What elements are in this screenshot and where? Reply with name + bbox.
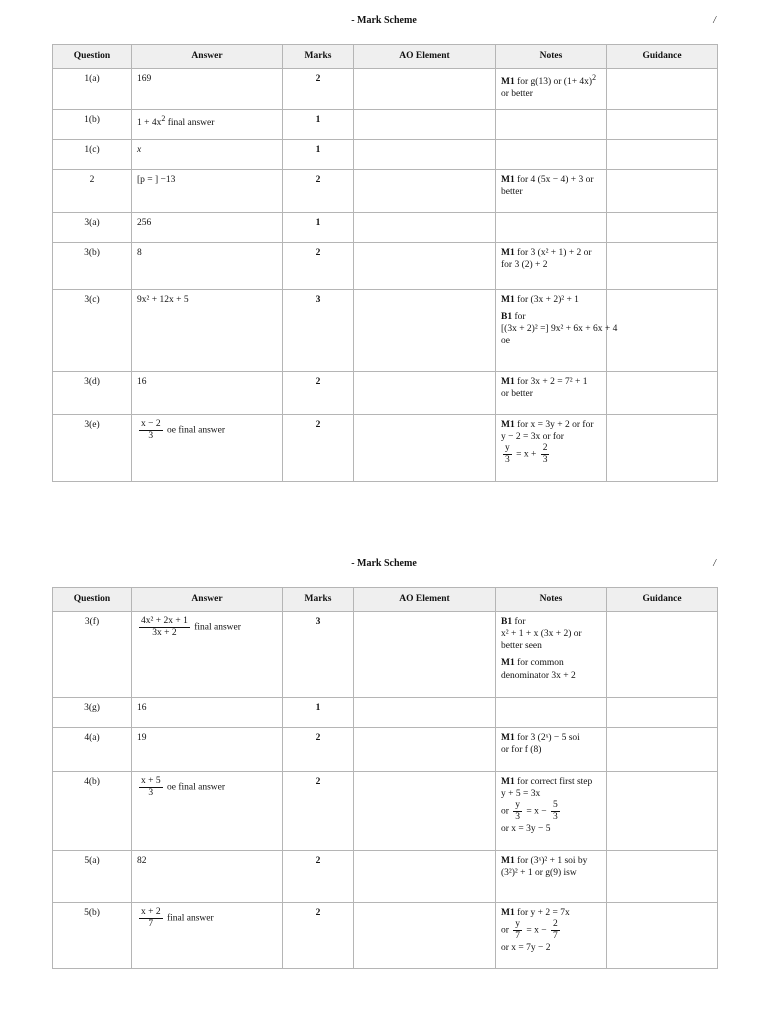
marks-cell: 2 bbox=[283, 372, 354, 415]
col-header-notes: Notes bbox=[496, 45, 607, 69]
question-cell: 5(a) bbox=[53, 851, 132, 903]
ao-cell bbox=[354, 903, 496, 969]
marks-cell: 2 bbox=[283, 415, 354, 482]
notes-cell bbox=[496, 213, 607, 243]
answer-fraction: $\frac{x + 2}{7}$ bbox=[141, 907, 161, 929]
page-header-1 bbox=[52, 15, 716, 29]
ao-cell bbox=[354, 290, 496, 372]
notes-cell: M1 for 3 (2ˣ) − 5 soi or for f (8) bbox=[496, 728, 607, 772]
answer-cell: [p = ] −13 bbox=[132, 170, 283, 213]
col-header-marks: Marks bbox=[283, 45, 354, 69]
answer-cell: 19 bbox=[132, 728, 283, 772]
notes-cell: M1 for 4 (5x − 4) + 3 or better bbox=[496, 170, 607, 213]
table-row bbox=[53, 213, 718, 243]
ao-cell bbox=[354, 110, 496, 140]
marks-cell: 3 bbox=[283, 290, 354, 372]
table-row bbox=[53, 728, 718, 772]
guidance-cell bbox=[607, 170, 718, 213]
notes-cell: M1 for (3ˣ)² + 1 soi by (3²)² + 1 or g(9) isw bbox=[496, 851, 607, 903]
notes-cell: M1 for g(13) or $(1+ 4x)^2$ or better bbox=[496, 69, 607, 110]
question-cell: 4(a) bbox=[53, 728, 132, 772]
guidance-cell bbox=[607, 290, 718, 372]
marks-cell: 2 bbox=[283, 851, 354, 903]
col-header-answer: Answer bbox=[132, 588, 283, 612]
question-cell: 3(e) bbox=[53, 415, 132, 482]
col-header-question: Question bbox=[53, 588, 132, 612]
question-cell: 5(b) bbox=[53, 903, 132, 969]
marks-cell: 1 bbox=[283, 140, 354, 170]
answer-cell: $1 + 4x^2$ final answer bbox=[132, 110, 283, 140]
marks-cell: 2 bbox=[283, 69, 354, 110]
ao-cell bbox=[354, 170, 496, 213]
guidance-cell bbox=[607, 612, 718, 698]
col-header-guidance: Guidance bbox=[607, 588, 718, 612]
page-title: - Mark Scheme bbox=[351, 558, 417, 569]
notes-cell bbox=[496, 140, 607, 170]
mark-scheme-table-1 bbox=[52, 44, 718, 482]
marks-cell: 3 bbox=[283, 612, 354, 698]
table-header-row bbox=[53, 588, 718, 612]
answer-cell: $\frac{x + 2}{7}$ final answer bbox=[132, 903, 283, 969]
guidance-cell bbox=[607, 728, 718, 772]
col-header-question: Question bbox=[53, 45, 132, 69]
question-cell: 1(c) bbox=[53, 140, 132, 170]
guidance-cell bbox=[607, 415, 718, 482]
ao-cell bbox=[354, 851, 496, 903]
answer-cell: 9x² + 12x + 5 bbox=[132, 290, 283, 372]
notes-cell: M1 for x = 3y + 2 or for y − 2 = 3x or for $\frac{y}{3}$ = x + $\frac{2}{3}$ bbox=[496, 415, 607, 482]
notes-cell bbox=[496, 698, 607, 728]
table-row bbox=[53, 290, 718, 372]
notes-cell: M1 for (3x + 2)² + 1 B1 for [(3x + 2)² =] 9x² + 6x + 6x + 4 oe bbox=[496, 290, 607, 372]
ao-cell bbox=[354, 372, 496, 415]
question-cell: 3(b) bbox=[53, 243, 132, 290]
marks-cell: 1 bbox=[283, 110, 354, 140]
mark-scheme-table-2 bbox=[52, 587, 718, 969]
ao-cell bbox=[354, 243, 496, 290]
table-row bbox=[53, 903, 718, 969]
col-header-answer: Answer bbox=[132, 45, 283, 69]
guidance-cell bbox=[607, 772, 718, 851]
question-cell: 3(f) bbox=[53, 612, 132, 698]
notes-cell: M1 for correct first step y + 5 = 3x or $\frac{y}{3}$ = x − $\frac{5}{3}$ or x = 3y − 5 bbox=[496, 772, 607, 851]
notes-cell: M1 for 3x + 2 = 7² + 1 or better bbox=[496, 372, 607, 415]
table-row bbox=[53, 243, 718, 290]
question-cell: 4(b) bbox=[53, 772, 132, 851]
answer-cell: 256 bbox=[132, 213, 283, 243]
question-cell: 1(b) bbox=[53, 110, 132, 140]
table-row bbox=[53, 372, 718, 415]
col-header-marks: Marks bbox=[283, 588, 354, 612]
question-cell: 3(g) bbox=[53, 698, 132, 728]
answer-fraction: $\frac{x + 5}{3}$ bbox=[141, 776, 161, 798]
guidance-cell bbox=[607, 243, 718, 290]
ao-cell bbox=[354, 772, 496, 851]
answer-cell: 16 bbox=[132, 698, 283, 728]
table-row bbox=[53, 415, 718, 482]
col-header-ao-element: AO Element bbox=[354, 588, 496, 612]
question-cell: 3(c) bbox=[53, 290, 132, 372]
guidance-cell bbox=[607, 213, 718, 243]
answer-fraction: $\frac{\text{4x² + 2x + 1}}{3x + 2}$ bbox=[141, 616, 188, 638]
answer-cell: $\frac{\text{4x² + 2x + 1}}{3x + 2}$ final answer bbox=[132, 612, 283, 698]
table-row bbox=[53, 851, 718, 903]
table-row bbox=[53, 698, 718, 728]
page-mark: / bbox=[713, 15, 716, 26]
answer-cell: $\frac{x - 2}{3}$ oe final answer bbox=[132, 415, 283, 482]
answer-cell: x bbox=[132, 140, 283, 170]
guidance-cell bbox=[607, 69, 718, 110]
marks-cell: 2 bbox=[283, 903, 354, 969]
notes-cell: M1 for 3 (x² + 1) + 2 or for 3 (2) + 2 bbox=[496, 243, 607, 290]
answer-cell: 8 bbox=[132, 243, 283, 290]
table-row bbox=[53, 110, 718, 140]
page-mark: / bbox=[713, 558, 716, 569]
table-row bbox=[53, 140, 718, 170]
guidance-cell bbox=[607, 903, 718, 969]
table-row bbox=[53, 772, 718, 851]
answer-cell: 16 bbox=[132, 372, 283, 415]
ao-cell bbox=[354, 415, 496, 482]
marks-cell: 2 bbox=[283, 170, 354, 213]
ao-cell bbox=[354, 728, 496, 772]
ao-cell bbox=[354, 612, 496, 698]
marks-cell: 1 bbox=[283, 698, 354, 728]
question-cell: 1(a) bbox=[53, 69, 132, 110]
table-row bbox=[53, 69, 718, 110]
ao-cell bbox=[354, 213, 496, 243]
marks-cell: 2 bbox=[283, 243, 354, 290]
guidance-cell bbox=[607, 698, 718, 728]
answer-cell: $\frac{x + 5}{3}$ oe final answer bbox=[132, 772, 283, 851]
notes-cell bbox=[496, 110, 607, 140]
ao-cell bbox=[354, 698, 496, 728]
question-cell: 3(a) bbox=[53, 213, 132, 243]
question-cell: 3(d) bbox=[53, 372, 132, 415]
notes-cell: B1 for x² + 1 + x (3x + 2) or better seen M1 for common denominator 3x + 2 bbox=[496, 612, 607, 698]
answer-cell: 169 bbox=[132, 69, 283, 110]
question-cell: 2 bbox=[53, 170, 132, 213]
page-title: - Mark Scheme bbox=[351, 15, 417, 26]
guidance-cell bbox=[607, 372, 718, 415]
answer-fraction: $\frac{x - 2}{3}$ bbox=[141, 419, 161, 441]
answer-cell: 82 bbox=[132, 851, 283, 903]
col-header-ao-element: AO Element bbox=[354, 45, 496, 69]
marks-cell: 1 bbox=[283, 213, 354, 243]
guidance-cell bbox=[607, 110, 718, 140]
table-row bbox=[53, 170, 718, 213]
page-header-2 bbox=[52, 558, 716, 572]
table-row bbox=[53, 612, 718, 698]
marks-cell: 2 bbox=[283, 728, 354, 772]
table-header-row bbox=[53, 45, 718, 69]
marks-cell: 2 bbox=[283, 772, 354, 851]
guidance-cell bbox=[607, 140, 718, 170]
col-header-notes: Notes bbox=[496, 588, 607, 612]
guidance-cell bbox=[607, 851, 718, 903]
ao-cell bbox=[354, 69, 496, 110]
ao-cell bbox=[354, 140, 496, 170]
col-header-guidance: Guidance bbox=[607, 45, 718, 69]
notes-cell: M1 for y + 2 = 7x or $\frac{y}{7}$ = x − $\frac{2}{7}$ or x = 7y − 2 bbox=[496, 903, 607, 969]
